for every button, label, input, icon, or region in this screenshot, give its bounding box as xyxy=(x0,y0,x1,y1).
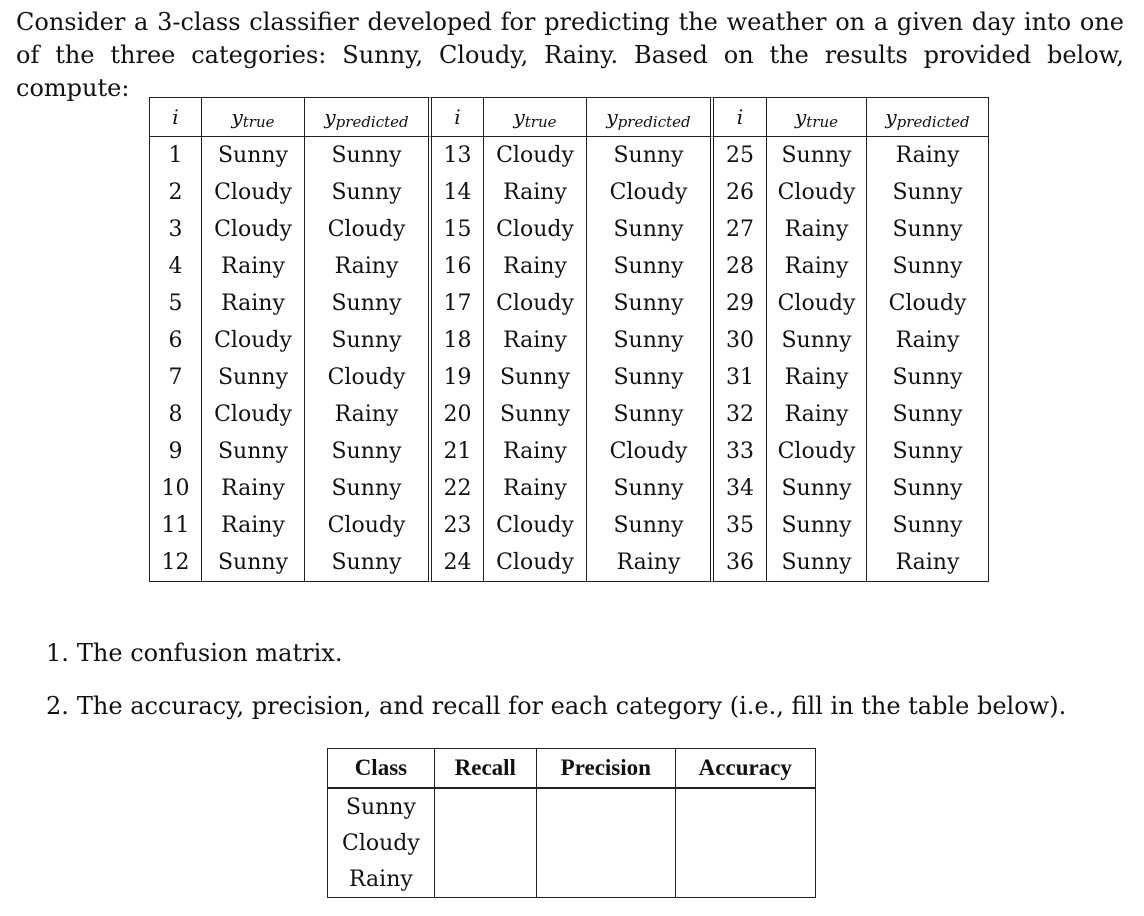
table-row xyxy=(149,285,989,322)
class-header: Class xyxy=(328,749,435,789)
true-label-cell: Sunny xyxy=(201,544,304,582)
predicted-label-cell: Sunny xyxy=(866,359,989,396)
true-label-cell: Rainy xyxy=(483,470,586,507)
index-cell: 24 xyxy=(428,544,483,582)
predicted-label-cell: Cloudy xyxy=(586,174,710,211)
table-row xyxy=(149,544,989,582)
predicted-label-cell: Rainy xyxy=(586,544,710,582)
index-cell: 20 xyxy=(428,396,483,433)
true-label-cell: Sunny xyxy=(766,507,866,544)
index-cell: 5 xyxy=(149,285,201,322)
predicted-label-cell: Sunny xyxy=(866,470,989,507)
true-label-cell: Cloudy xyxy=(201,211,304,248)
header-y-predicted: ypredicted xyxy=(304,97,428,136)
header-index: i xyxy=(428,97,483,136)
index-cell: 30 xyxy=(710,322,766,359)
index-cell: 17 xyxy=(428,285,483,322)
index-cell: 18 xyxy=(428,322,483,359)
predicted-label-cell: Sunny xyxy=(866,507,989,544)
index-cell: 13 xyxy=(428,136,483,174)
true-label-cell: Rainy xyxy=(201,285,304,322)
predicted-label-cell: Cloudy xyxy=(304,211,428,248)
true-label-cell: Sunny xyxy=(201,433,304,470)
predicted-label-cell: Sunny xyxy=(586,248,710,285)
precision-cell xyxy=(536,825,675,861)
predicted-label-cell: Sunny xyxy=(304,544,428,582)
predicted-label-cell: Rainy xyxy=(866,136,989,174)
true-label-cell: Sunny xyxy=(766,544,866,582)
accuracy-cell xyxy=(675,788,815,825)
index-cell: 1 xyxy=(149,136,201,174)
true-label-cell: Cloudy xyxy=(201,396,304,433)
question-number: 1. xyxy=(46,639,69,667)
predicted-label-cell: Sunny xyxy=(586,136,710,174)
predicted-label-cell: Sunny xyxy=(866,174,989,211)
true-label-cell: Rainy xyxy=(766,248,866,285)
true-label-cell: Rainy xyxy=(201,248,304,285)
question-text: The accuracy, precision, and recall for each category (i.e., fill in the table below). xyxy=(76,692,1067,720)
predicted-label-cell: Sunny xyxy=(586,396,710,433)
header-y-predicted: ypredicted xyxy=(866,97,989,136)
index-cell: 3 xyxy=(149,211,201,248)
index-cell: 33 xyxy=(710,433,766,470)
metrics-row-sunny xyxy=(328,788,816,825)
table-row xyxy=(149,136,989,174)
index-cell: 6 xyxy=(149,322,201,359)
index-cell: 34 xyxy=(710,470,766,507)
predicted-label-cell: Sunny xyxy=(304,470,428,507)
index-cell: 27 xyxy=(710,211,766,248)
true-label-cell: Rainy xyxy=(201,507,304,544)
table-row xyxy=(149,248,989,285)
index-cell: 31 xyxy=(710,359,766,396)
header-index: i xyxy=(710,97,766,136)
predicted-label-cell: Sunny xyxy=(866,433,989,470)
table-row xyxy=(149,174,989,211)
index-cell: 16 xyxy=(428,248,483,285)
metrics-table-header xyxy=(328,749,816,789)
index-cell: 28 xyxy=(710,248,766,285)
true-label-cell: Sunny xyxy=(201,136,304,174)
recall-header: Recall xyxy=(434,749,536,789)
class-name: Sunny xyxy=(328,788,435,825)
true-label-cell: Cloudy xyxy=(483,285,586,322)
true-label-cell: Cloudy xyxy=(483,136,586,174)
true-label-cell: Sunny xyxy=(766,322,866,359)
predicted-label-cell: Cloudy xyxy=(304,359,428,396)
index-cell: 25 xyxy=(710,136,766,174)
index-cell: 22 xyxy=(428,470,483,507)
true-label-cell: Cloudy xyxy=(483,544,586,582)
predicted-label-cell: Sunny xyxy=(866,211,989,248)
predicted-label-cell: Sunny xyxy=(586,211,710,248)
predicted-label-cell: Sunny xyxy=(866,396,989,433)
true-label-cell: Rainy xyxy=(483,248,586,285)
true-label-cell: Sunny xyxy=(483,396,586,433)
problem-statement: Consider a 3-class classifier developed for predicting the weather on a given day into one of the three categories: Sunny, Cloudy, Rainy. Based on the results provided below, compute: xyxy=(16,8,1124,102)
true-label-cell: Rainy xyxy=(766,396,866,433)
table-row xyxy=(149,211,989,248)
index-cell: 15 xyxy=(428,211,483,248)
predicted-label-cell: Rainy xyxy=(304,248,428,285)
true-label-cell: Cloudy xyxy=(766,433,866,470)
true-label-cell: Cloudy xyxy=(766,285,866,322)
predicted-label-cell: Rainy xyxy=(866,544,989,582)
true-label-cell: Sunny xyxy=(483,359,586,396)
header-y-true: ytrue xyxy=(483,97,586,136)
true-label-cell: Sunny xyxy=(201,359,304,396)
accuracy-header: Accuracy xyxy=(675,749,815,789)
precision-cell xyxy=(536,861,675,898)
question-list xyxy=(46,634,1066,740)
question-item xyxy=(46,634,1066,687)
header-index: i xyxy=(149,97,201,136)
index-cell: 14 xyxy=(428,174,483,211)
predicted-label-cell: Sunny xyxy=(304,136,428,174)
recall-cell xyxy=(434,788,536,825)
predicted-label-cell: Rainy xyxy=(304,396,428,433)
metrics-row-cloudy xyxy=(328,825,816,861)
accuracy-cell xyxy=(675,825,815,861)
table-row xyxy=(149,322,989,359)
question-item xyxy=(46,687,1066,740)
accuracy-cell xyxy=(675,861,815,898)
table-row xyxy=(149,359,989,396)
header-y-true: ytrue xyxy=(766,97,866,136)
true-label-cell: Rainy xyxy=(483,174,586,211)
index-cell: 11 xyxy=(149,507,201,544)
predicted-label-cell: Sunny xyxy=(304,285,428,322)
true-label-cell: Cloudy xyxy=(766,174,866,211)
predicted-label-cell: Cloudy xyxy=(304,507,428,544)
predicted-label-cell: Sunny xyxy=(586,507,710,544)
true-label-cell: Cloudy xyxy=(201,174,304,211)
table-row xyxy=(149,507,989,544)
true-label-cell: Rainy xyxy=(483,322,586,359)
index-cell: 10 xyxy=(149,470,201,507)
recall-cell xyxy=(434,861,536,898)
class-name: Rainy xyxy=(328,861,435,898)
header-y-true: ytrue xyxy=(201,97,304,136)
question-text: The confusion matrix. xyxy=(76,639,343,667)
header-y-predicted: ypredicted xyxy=(586,97,710,136)
true-label-cell: Cloudy xyxy=(483,507,586,544)
predicted-label-cell: Sunny xyxy=(304,433,428,470)
index-cell: 32 xyxy=(710,396,766,433)
true-label-cell: Rainy xyxy=(483,433,586,470)
true-label-cell: Cloudy xyxy=(201,322,304,359)
predicted-label-cell: Sunny xyxy=(304,322,428,359)
index-cell: 36 xyxy=(710,544,766,582)
index-cell: 29 xyxy=(710,285,766,322)
precision-header: Precision xyxy=(536,749,675,789)
index-cell: 19 xyxy=(428,359,483,396)
predicted-label-cell: Sunny xyxy=(586,285,710,322)
index-cell: 35 xyxy=(710,507,766,544)
class-name: Cloudy xyxy=(328,825,435,861)
true-label-cell: Rainy xyxy=(201,470,304,507)
table-row xyxy=(149,433,989,470)
true-label-cell: Rainy xyxy=(766,359,866,396)
table-row xyxy=(149,396,989,433)
results-table-header xyxy=(149,97,989,136)
metrics-row-rainy xyxy=(328,861,816,898)
index-cell: 9 xyxy=(149,433,201,470)
true-label-cell: Cloudy xyxy=(483,211,586,248)
predicted-label-cell: Sunny xyxy=(586,470,710,507)
true-label-cell: Rainy xyxy=(766,211,866,248)
results-table xyxy=(149,97,989,582)
recall-cell xyxy=(434,825,536,861)
metrics-table xyxy=(327,748,816,898)
index-cell: 8 xyxy=(149,396,201,433)
results-table-body xyxy=(149,136,989,582)
predicted-label-cell: Rainy xyxy=(866,322,989,359)
table-row xyxy=(149,470,989,507)
predicted-label-cell: Sunny xyxy=(586,322,710,359)
index-cell: 23 xyxy=(428,507,483,544)
index-cell: 2 xyxy=(149,174,201,211)
precision-cell xyxy=(536,788,675,825)
index-cell: 7 xyxy=(149,359,201,396)
index-cell: 4 xyxy=(149,248,201,285)
predicted-label-cell: Sunny xyxy=(304,174,428,211)
predicted-label-cell: Cloudy xyxy=(586,433,710,470)
true-label-cell: Sunny xyxy=(766,136,866,174)
question-number: 2. xyxy=(46,692,69,720)
predicted-label-cell: Sunny xyxy=(866,248,989,285)
index-cell: 26 xyxy=(710,174,766,211)
true-label-cell: Sunny xyxy=(766,470,866,507)
predicted-label-cell: Cloudy xyxy=(866,285,989,322)
index-cell: 12 xyxy=(149,544,201,582)
predicted-label-cell: Sunny xyxy=(586,359,710,396)
index-cell: 21 xyxy=(428,433,483,470)
